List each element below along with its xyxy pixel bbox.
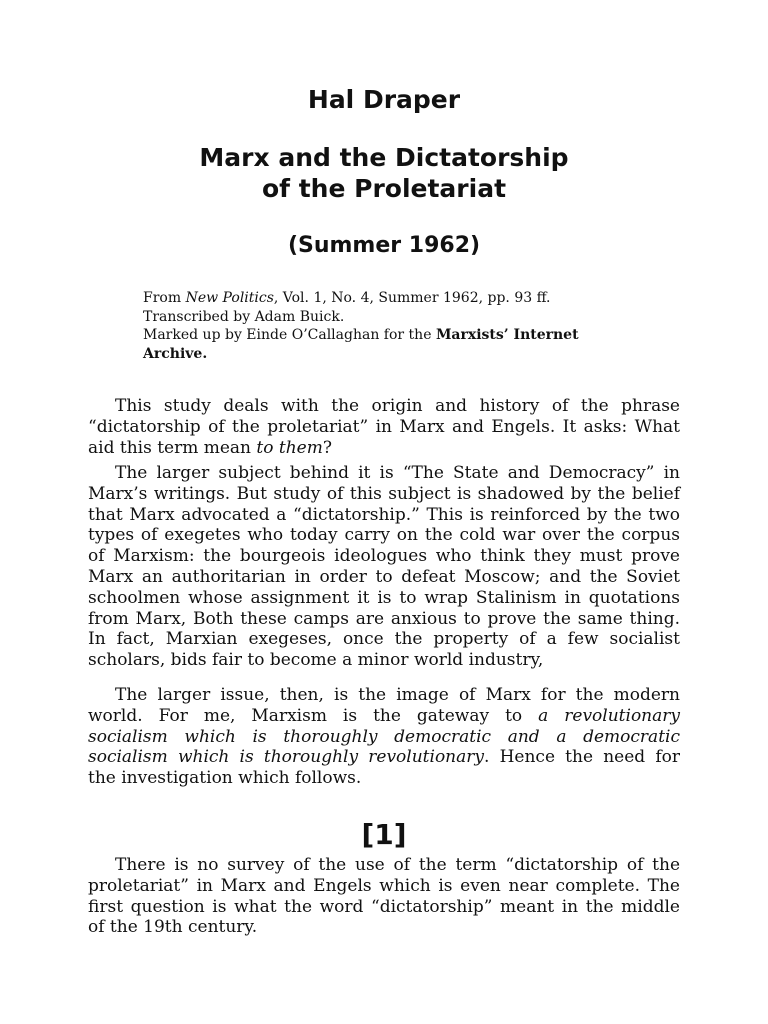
source-line-3 [143,326,613,345]
paragraph-line: Marx an authoritarian in order to defeat Moscow; and the Soviet [88,566,680,587]
document-date: (Summer 1962) [287,233,481,258]
paragraph-2 [88,463,680,671]
paragraph-line: There is no survey of the use of the term “dictatorship of the [115,855,680,875]
paragraph-line: types of exegetes who today carry on the cold war over the corpus [88,525,680,546]
source-line-1 [143,289,613,308]
paragraph-line [88,747,680,768]
source-citation: , Vol. 1, No. 4, Summer 1962, pp. 93 ff. [273,290,551,306]
paragraph-line: scholars, bids fair to become a minor world industry, [88,650,544,671]
source-line-2: Transcribed by Adam Buick. [143,308,345,325]
paragraph-line [88,706,680,727]
text-run: ? [322,437,332,458]
paragraph-line: that Marx advocated a “dictatorship.” This is reinforced by the two [88,504,680,525]
emphasis-text: socialism which is thoroughly revolutionary [88,747,484,768]
emphasis-text: a revolutionary [538,705,680,726]
paragraph-line: The larger issue, then, is the image of Marx for the modern [115,685,680,705]
text-run: aid this term mean [88,437,257,458]
source-line-4 [143,345,613,364]
paragraph-line: In fact, Marxian exegeses, once the property of a few socialist [88,629,680,650]
paragraph-line: “dictatorship of the proletariat” in Marx and Engels. It asks: What [88,416,680,437]
markup-credit: Marked up by Einde O’Callaghan for the [143,327,436,343]
paragraph-3 [88,685,680,789]
text-run: . Hence the need for [484,747,680,768]
paragraph-line: This study deals with the origin and history of the phrase [115,396,680,416]
journal-name: New Politics [185,290,274,306]
paragraph-line: of the 19th century. [88,917,258,938]
paragraph-line: Marx’s writings. But study of this subject is shadowed by the belief [88,483,680,504]
paragraph-line: schoolmen whose assignment it is to wrap Stalinism in quotations [88,587,680,608]
document-title [0,142,768,204]
paragraph-4 [88,855,680,938]
emphasis-text: to them [256,437,323,458]
paragraph-1 [88,396,680,458]
archive-period: . [202,345,208,362]
paragraph-line: proletariat” in Marx and Engels which is even near complete. The [88,875,680,896]
paragraph-line [88,438,680,459]
source-prefix: From [143,290,186,306]
author-name: Hal Draper [307,85,461,114]
title-line-1: Marx and the Dictatorship [199,143,569,172]
paragraph-line: of Marxism: the bourgeois ideologues who think they must prove [88,546,680,567]
title-line-2: of the Proletariat [261,174,507,203]
archive-name-part-1: Marxists’ Internet [435,327,579,343]
text-run: world. For me, Marxism is the gateway to [88,705,539,726]
paragraph-line: first question is what the word “dictatorship” meant in the middle [88,896,680,917]
section-heading: [1] [361,818,407,851]
paragraph-line [88,727,680,748]
archive-name-part-2: Archive [143,345,203,362]
paragraph-line: the investigation which follows. [88,768,362,789]
paragraph-line: The larger subject behind it is “The State and Democracy” in [115,463,680,483]
paragraph-line: from Marx, Both these camps are anxious to prove the same thing. [88,608,680,629]
source-note [143,289,613,363]
emphasis-text: socialism which is thoroughly democratic and a democratic [88,726,680,747]
